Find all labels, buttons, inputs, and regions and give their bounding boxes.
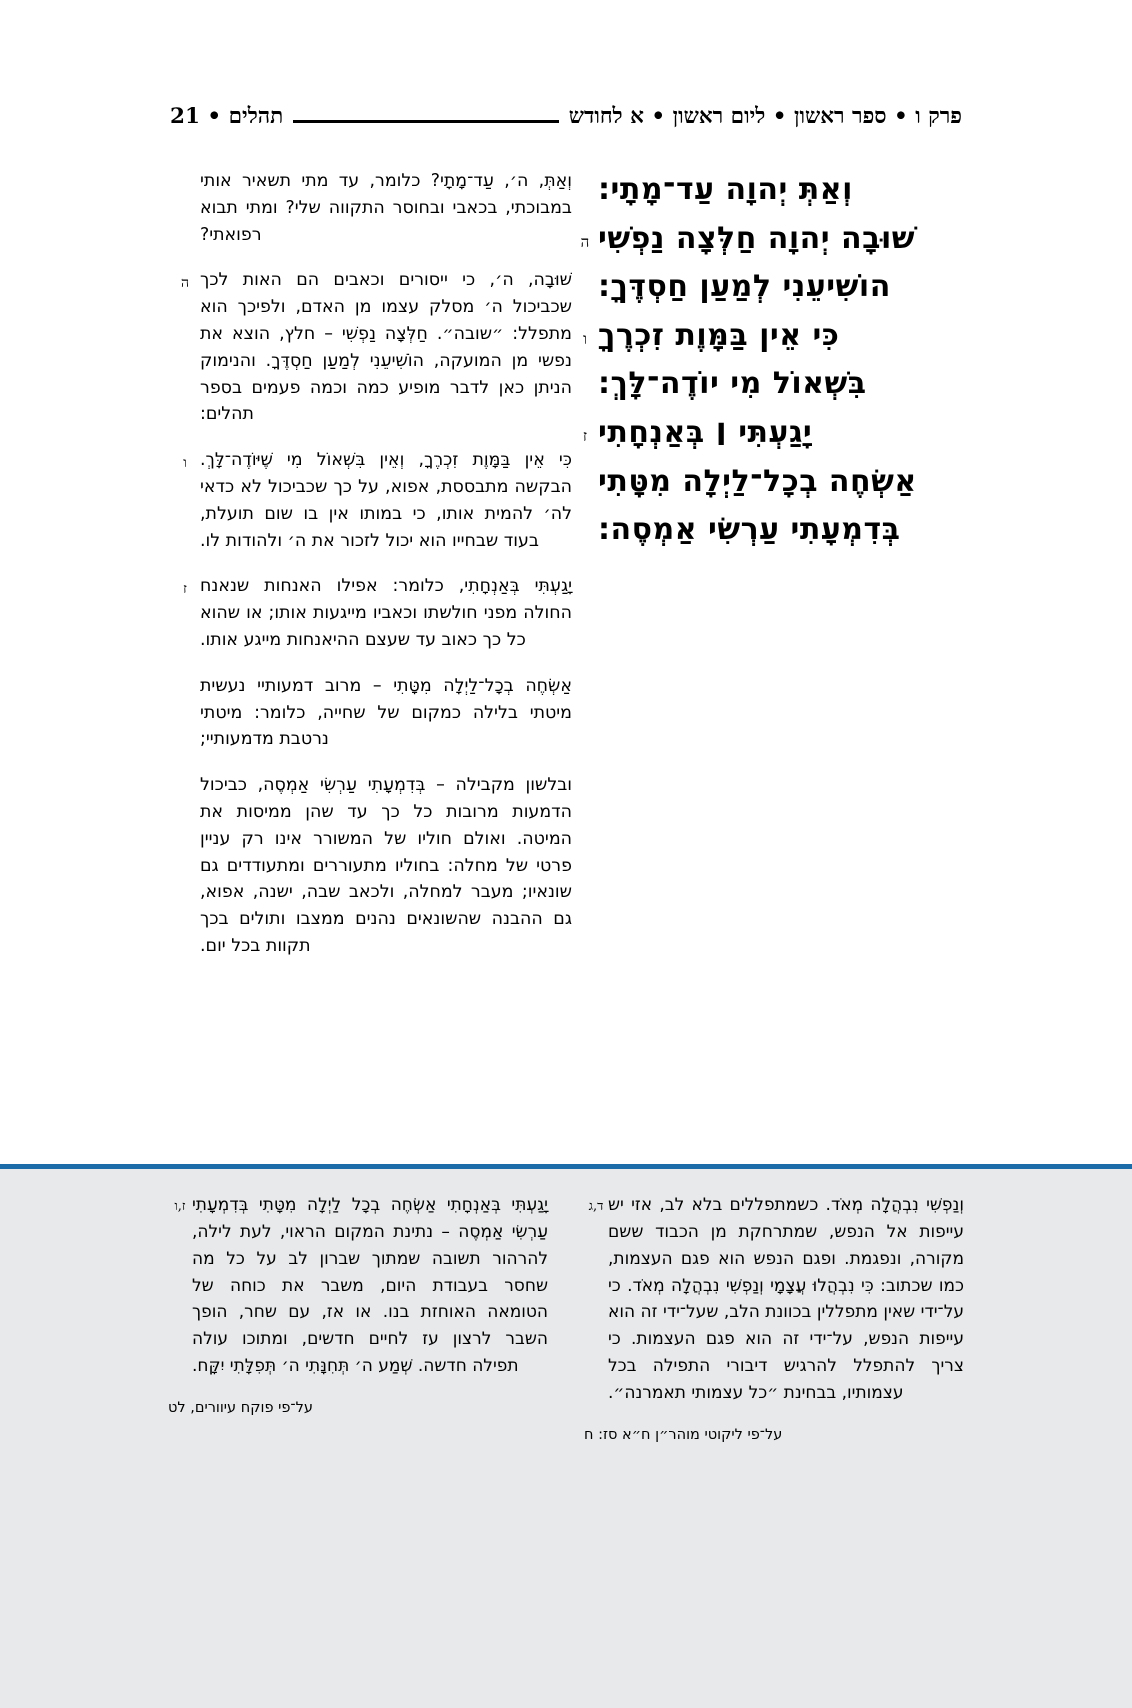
verse-number-marker: ה bbox=[580, 232, 590, 251]
header-divider-rule bbox=[293, 120, 559, 123]
footer-verse-marker: ז,ו bbox=[174, 1199, 186, 1214]
verse-number-marker: ו bbox=[583, 329, 587, 348]
footer-note-block bbox=[168, 1192, 548, 1380]
footer-column-right bbox=[584, 1192, 964, 1443]
main-body bbox=[168, 160, 964, 1148]
scripture-line bbox=[572, 360, 964, 409]
scripture-line bbox=[572, 458, 964, 507]
footer-columns bbox=[168, 1192, 964, 1443]
footer-note-block bbox=[584, 1192, 964, 1407]
verse-number-marker: ז bbox=[582, 426, 588, 445]
commentary-text: וְאַתְּ, ה׳, עַד־מָתָי? כלומר, עד מתי תשאיר אותי במבוכתי, בכאבי ובחוסר התקווה שלי? ומתי תבוא רפואתי? bbox=[200, 171, 572, 245]
commentary-text: כִּי אֵין בַּמָּוֶת זִכְרֶךָ, וְאֵין בִּשְׁאוֹל מִי שֶׁיּוֹדֶה־לָּךְ. הבקשה מתבססת, אפוא, על כך שכביכול לא כדאי לה׳ להמית אותו, כי במותו אין בו שום תועלת, בעוד שבחייו הוא יכול לזכור את ה׳ ולהודות לו. bbox=[200, 450, 572, 551]
commentary-text: שׁוּבָה, ה׳, כי ייסורים וכאבים הם האות לכך שכביכול ה׳ מסלק עצמו מן האדם, ולפיכך הוא מתפלל: ״שובה״. חַלְּצָה נַפְשִׁי – חלץ, הוצא את נפשי מן המועקה, הוֹשִׁיעֵנִי לְמַעַן חַסְדֶּךָ. והנימוק הניתן כאן לדבר מופיע כמה וכמה פעמים בספר תהלים: bbox=[200, 270, 572, 425]
commentary-verse-marker: ה bbox=[180, 275, 190, 292]
commentary-block bbox=[170, 168, 572, 248]
footer-source-attribution: על־פי ליקוטי מוהר״ן ח״א סז: ח bbox=[584, 1426, 783, 1443]
commentary-text: אַשְׂחֶה בְכָל־לַיְלָה מִטָּתִי – מרוב דמעותיי נעשית מיטתי בלילה כמקום של שחייה, כלומר: מיטתי נרטבת מדמעותיי; bbox=[200, 675, 572, 750]
footer-source-attribution: על־פי פוקח עיוורים, לט bbox=[168, 1400, 313, 1417]
commentary-column bbox=[168, 160, 572, 1148]
commentary-block bbox=[170, 673, 572, 753]
commentary-verse-marker bbox=[170, 673, 200, 681]
scripture-line bbox=[572, 409, 964, 458]
verse-number-marker bbox=[572, 263, 598, 281]
verse-text: אַשְׂחֶה בְכָל־לַיְלָה מִטָּתִי bbox=[598, 463, 917, 499]
verse-text: כִּי אֵין בַּמָּוֶת זִכְרֶךָ bbox=[598, 317, 840, 353]
commentary-verse-marker bbox=[170, 772, 200, 780]
footer-verse-marker: ד,ג bbox=[588, 1199, 604, 1214]
commentary-block bbox=[170, 573, 572, 653]
commentary-block bbox=[170, 772, 572, 960]
verse-text: יָגַעְתִּי ׀ בְּאַנְחָתִי bbox=[598, 414, 813, 450]
commentary-verse-marker bbox=[170, 168, 200, 176]
verse-number-marker bbox=[572, 506, 598, 524]
commentary-verse-marker: ו bbox=[183, 455, 187, 472]
scripture-line bbox=[572, 263, 964, 312]
verse-text: בִּשְׁאוֹל מִי יוֹדֶה־לָּךְ: bbox=[598, 366, 867, 402]
commentary-block bbox=[170, 267, 572, 428]
page-header bbox=[170, 104, 962, 146]
commentary-block bbox=[170, 447, 572, 554]
scripture-line bbox=[572, 166, 964, 215]
verse-number-marker bbox=[572, 360, 598, 378]
commentary-text: ובלשון מקבילה – בְּדִמְעָתִי עַרְשִׂי אַמְסֶה, כביכול הדמעות מרובות כל כך עד שהן ממיסות את המיטה. ואולם חוליו של המשורר אינו רק עניין פרטי של מחלה: בחוליו מתעוררים ומתעודדים גם שונאיו; מעבר למחלה, ולכאב שבה, ישנה, אפוא, גם ההבנה שהשונאים נהנים ממצבו ותולים בכך תקוות בכל יום. bbox=[200, 775, 572, 956]
verse-text: וְאַתְּ יְהוָה עַד־מָתָי: bbox=[598, 172, 853, 207]
header-breadcrumb-right: פרק ו • ספר ראשון • ליום ראשון • א לחודש bbox=[568, 104, 962, 129]
scripture-line bbox=[572, 215, 964, 264]
scripture-line bbox=[572, 312, 964, 361]
verse-text: הוֹשִׁיעֵנִי לְמַעַן חַסְדֶּךָ: bbox=[598, 269, 891, 305]
footer-note-text: יָגַעְתִּי בְּאַנְחָתִי אַשְׂחֶה בְכָל לַיְלָה מִטָּתִי בְּדִמְעָתִי עַרְשִׂי אַמְסֶה – נתינת המקום הראוי, לעת לילה, להרהור תשובה שמתוך שברון לב על כל מה שחסר בעבודת היום, משבר את כוחה של הטומאה האוחזת בנו. או אז, עם שחר, הופך השבר לרצון עז לחיים חדשים, ומתוכו עולה תפילה חדשה. שְׁמַע ה׳ תְּחִנָּתִי ה׳ תְּפִלָּתִי יִקָּח. bbox=[192, 1195, 548, 1377]
commentary-verse-marker: ז bbox=[183, 581, 187, 598]
verse-text: בְּדִמְעָתִי עַרְשִׂי אַמְסֶה: bbox=[598, 512, 901, 548]
verse-text: שׁוּבָה יְהוָה חַלְּצָה נַפְשִׁי bbox=[598, 220, 915, 256]
footer-column-left bbox=[168, 1192, 548, 1443]
header-book-and-page: תהלים • 21 bbox=[170, 104, 284, 129]
verse-number-marker bbox=[572, 166, 598, 184]
verse-number-marker bbox=[572, 458, 598, 476]
footer-note-text: וְנַפְשִׁי נִבְהֲלָה מְאֹד. כשמתפללים בלא לב, אזי יש עייפות אל הנפש, שמתרחקת מן הכבוד ששם מקורה, ונפגמת. ופגם הנפש הוא פגם העצמות, כמו שכתוב: כִּי נִבְהֲלוּ עֲצָמָי וְנַפְשִׁי נִבְהֲלָה מְאֹד. כי על־ידי שאין מתפללין בכוונת הלב, שעל־ידי זה הוא עייפות הנפש, על־ידי זה הוא פגם העצמות. כי צריך להתפלל להרגיש דיבורי התפילה בכל עצמותיו, בבחינת ״כל עצמותי תאמרנה״. bbox=[608, 1195, 964, 1404]
scripture-line bbox=[572, 506, 964, 555]
scripture-column bbox=[572, 160, 964, 1148]
commentary-text: יָגַעְתִּי בְּאַנְחָתִי, כלומר: אפילו האנחות שנאנח החולה מפני חולשתו וכאביו מייגעות אותו; או שהוא כל כך כאוב עד שעצם ההיאנחות מייגע אותו. bbox=[200, 576, 572, 650]
